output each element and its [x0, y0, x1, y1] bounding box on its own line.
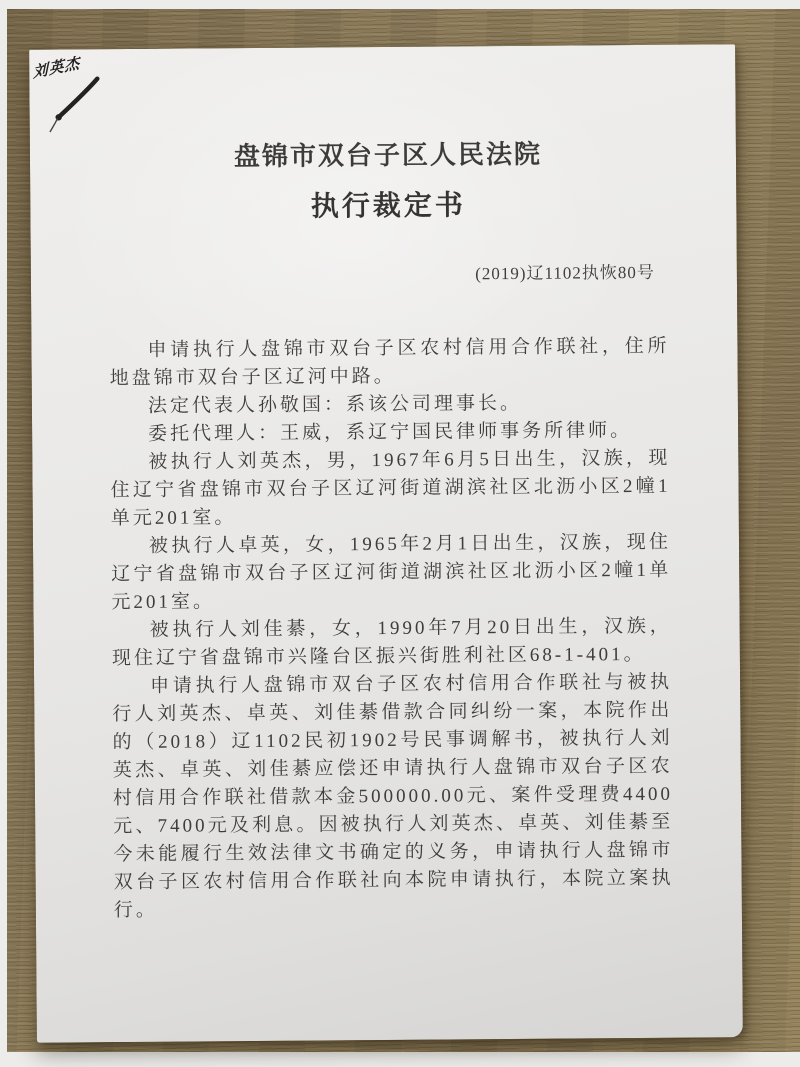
paragraph-respondent-3: 被执行人刘佳綦，女，1990年7月20日出生，汉族，现住辽宁省盘锦市兴隆台区振兴街胜利社区68-1-401。	[111, 615, 672, 670]
handwritten-note: 刘英杰	[32, 53, 81, 82]
case-number: (2019)辽1102执恢80号	[475, 262, 655, 284]
paragraph-respondent-1: 被执行人刘英杰，男，1967年6月5日出生，汉族，现住辽宁省盘锦市双台子区辽河街道湖滨社区北沥小区2幢1单元201室。	[110, 447, 671, 530]
paragraph-respondent-2: 被执行人卓英，女，1965年2月1日出生，汉族，现住辽宁省盘锦市双台子区辽河街道湖滨社区北沥小区2幢1单元201室。	[111, 531, 672, 614]
paragraph-attorney: 委托代理人：王威，系辽宁国民律师事务所律师。	[148, 420, 633, 445]
document-body	[109, 333, 674, 925]
paragraph-case-summary: 申请执行人盘锦市双台子区农村信用合作联社与被执行人刘英杰、卓英、刘佳綦借款合同纠纷一案，本院作出的（2018）辽1102民初1902号民事调解书，被执行人刘英杰、卓英、刘佳綦应偿还申请执行人盘锦市双台子区农村信用合作联社借款本金500000.00元、案件受理费4400元、7400元及利息。因被执行人刘英杰、卓英、刘佳綦至今未能履行生效法律文书确定的义务，申请执行人盘锦市双台子区农村信用合作联社向本院申请执行，本院立案执行。	[112, 671, 674, 922]
paragraph-legal-representative: 法定代表人孙敬国：系该公司理事长。	[147, 392, 523, 417]
document-paper	[29, 44, 743, 1043]
pen-stroke-icon	[41, 72, 116, 139]
document-title: 执行裁定书	[310, 190, 466, 223]
court-name: 盘锦市双台子区人民法院	[233, 139, 543, 172]
paragraph-applicant: 申请执行人盘锦市双台子区农村信用合作联社，住所地盘锦市双台子区辽河中路。	[109, 335, 670, 390]
